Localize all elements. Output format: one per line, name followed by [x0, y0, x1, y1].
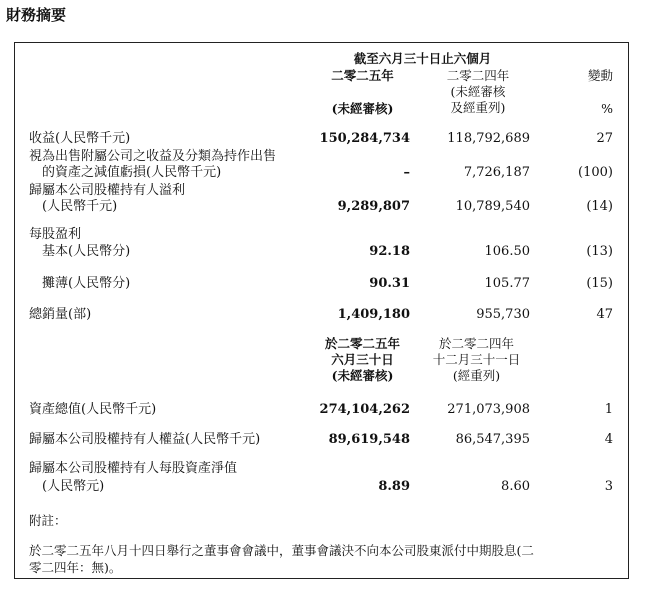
- row-profit-label-line1: 歸屬本公司股權持有人溢利: [29, 183, 186, 198]
- financial-summary-table: [14, 42, 629, 579]
- period-span-header: 截至六月三十日止六個月: [353, 51, 492, 66]
- col2-header-line2: (未經審核: [450, 84, 506, 99]
- row-nav-v2: 8.60: [501, 479, 530, 494]
- row-revenue-v2: 118,792,689: [447, 131, 530, 146]
- row-nav-v1: 8.89: [378, 479, 410, 494]
- col2-header-line1: 二零二四年: [446, 68, 510, 83]
- date-col1-line3: (未經審核): [331, 368, 394, 383]
- sales-volume-change: 47: [596, 307, 613, 322]
- row-equity-v2: 86,547,395: [455, 432, 530, 447]
- eps-diluted-change: (15): [586, 276, 613, 291]
- row-disposal-v1: –: [403, 165, 410, 180]
- col1-header-line1: 二零二五年: [331, 68, 394, 83]
- note-text-line1: 於二零二五年八月十四日舉行之董事會會議中，董事會議決不向本公司股東派付中期股息(二: [29, 543, 534, 558]
- row-profit-v1: 9,289,807: [337, 199, 410, 214]
- eps-diluted-label: 攤薄(人民幣分): [29, 276, 131, 291]
- row-profit-v2: 10,789,540: [455, 199, 530, 214]
- row-total-assets-label: 資產總值(人民幣千元): [29, 402, 157, 417]
- eps-label: 每股盈利: [29, 227, 82, 242]
- date-col2-line2: 十二月三十一日: [432, 352, 521, 367]
- sales-volume-v1: 1,409,180: [337, 307, 410, 322]
- row-total-assets-v2: 271,073,908: [447, 402, 530, 417]
- eps-basic-change: (13): [586, 244, 613, 259]
- eps-basic-label: 基本(人民幣分): [29, 244, 131, 259]
- eps-diluted-v2: 105.77: [484, 276, 530, 291]
- date-col2-line1: 於二零二四年: [438, 336, 514, 351]
- date-col1-line2: 六月三十日: [331, 352, 394, 367]
- note-label: 附註：: [29, 513, 67, 528]
- row-nav-label-line2: (人民幣元): [29, 479, 105, 494]
- row-equity-v1: 89,619,548: [328, 432, 410, 447]
- eps-diluted-v1: 90.31: [369, 276, 410, 291]
- row-nav-label-line1: 歸屬本公司股權持有人每股資產淨值: [29, 461, 238, 476]
- row-disposal-label-line2: 的資產之減值虧損(人民幣千元): [29, 165, 222, 180]
- row-profit-label-line2: (人民幣千元): [29, 199, 118, 214]
- row-total-assets-v1: 274,104,262: [319, 402, 410, 417]
- row-total-assets-change: 1: [604, 402, 613, 417]
- col3-header-line3: %: [601, 101, 613, 116]
- row-revenue-v1: 150,284,734: [319, 131, 410, 146]
- note-text-line2: 零二四年：無)。: [29, 560, 122, 575]
- row-equity-change: 4: [604, 432, 613, 447]
- col1-header-line3: (未經審核): [331, 101, 394, 116]
- sales-volume-label: 總銷量(部): [29, 307, 92, 322]
- sales-volume-v2: 955,730: [476, 307, 530, 322]
- page-title: 財務摘要: [6, 6, 67, 24]
- row-revenue-change: 27: [596, 131, 613, 146]
- row-disposal-change: (100): [578, 165, 613, 180]
- eps-basic-v1: 92.18: [369, 244, 410, 259]
- row-disposal-label-line1: 視為出售附屬公司之收益及分類為持作出售: [29, 149, 277, 164]
- row-profit-change: (14): [586, 199, 613, 214]
- row-disposal-v2: 7,726,187: [463, 165, 530, 180]
- row-nav-change: 3: [604, 479, 613, 494]
- row-equity-label: 歸屬本公司股權持有人權益(人民幣千元): [29, 432, 261, 447]
- col3-header-line1: 變動: [587, 68, 613, 83]
- col2-header-line3: 及經重列): [450, 100, 506, 115]
- date-col2-line3: (經重列): [452, 368, 501, 383]
- eps-basic-v2: 106.50: [484, 244, 530, 259]
- row-revenue-label: 收益(人民幣千元): [29, 131, 131, 146]
- date-col1-line1: 於二零二五年: [324, 336, 400, 351]
